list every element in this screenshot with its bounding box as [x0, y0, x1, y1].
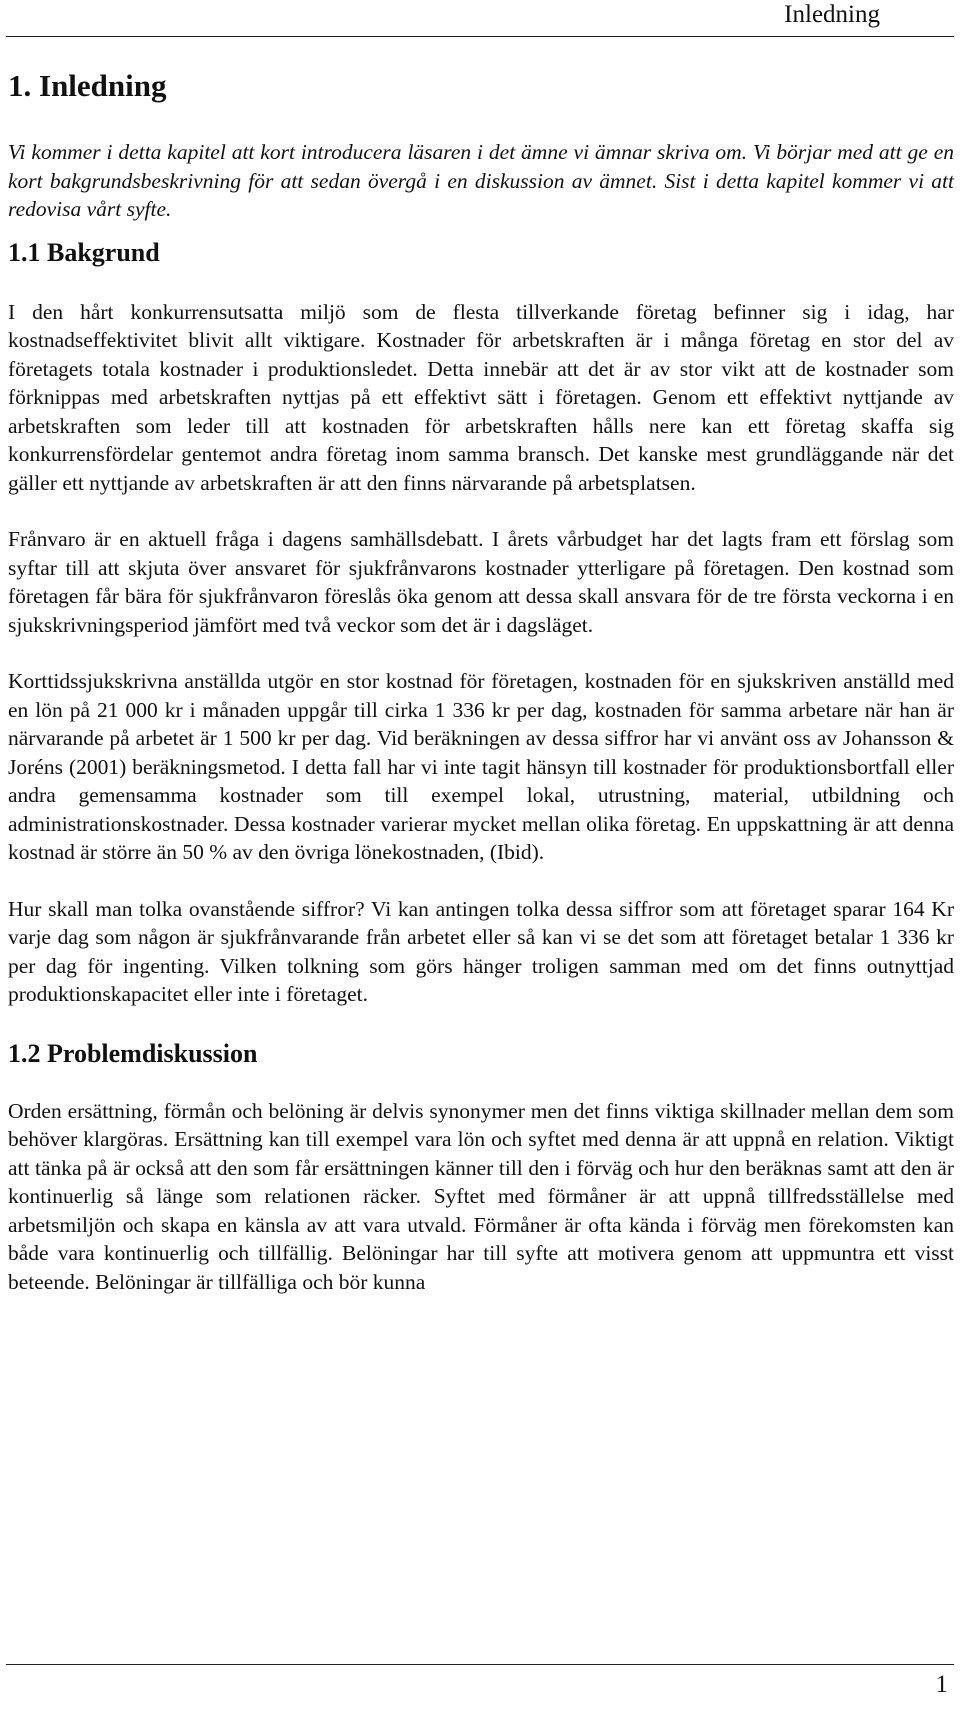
paragraph: Korttidssjukskrivna anställda utgör en stor kostnad för företagen, kostnaden för en sjukskriven anställd med en lön på 21 000 kr i månaden uppgår till cirka 1 336 kr per dag, kostnaden för samma arbetare när han är närvarande på arbetet är 1 500 kr per dag. Vid beräkningen av dessa siffror har vi använt oss av Johansson & Joréns (2001) beräkningsmetod. I detta fall har vi inte tagit hänsyn till kostnader för produktionsbortfall eller andra gemensamma kostnader som till exempel lokal, utrustning, material, utbildning och administrationskostnader. Dessa kostnader varierar mycket mellan olika företag. En uppskattning är att denna kostnad är större än 50 % av den övriga lönekostnaden, (Ibid).: [8, 669, 954, 864]
paragraph: I den hårt konkurrensutsatta miljö som de flesta tillverkande företag befinner sig i idag, har kostnadseffektivitet blivit allt viktigare. Kostnader för arbetskraften är i många företag en stor del av företagets totala kostnader i produktionsledet. Detta innebär att det är av stor vikt att de kostnader som förknippas med arbetskraften nyttjas på ett effektivt sätt i företagen. Genom ett effektivt nyttjande av arbetskraften som leder till att kostnaden för arbetskraften hålls nere kan ett företag skaffa sig konkurrensfördelar gentemot andra företag inom samma bransch. Det kanske mest grundläggande när det gäller ett nyttjande av arbetskraften är att den finns närvarande på arbetsplatsen.: [8, 299, 954, 495]
section-title-problemdiskussion: 1.2 Problemdiskussion: [8, 1038, 258, 1068]
page-number: 1: [935, 1671, 948, 1698]
section-title-bakgrund: 1.1 Bakgrund: [8, 237, 160, 267]
header-divider: [6, 36, 954, 37]
page-content: [8, 66, 954, 1296]
chapter-intro: Vi kommer i detta kapitel att kort introducera läsaren i det ämne vi ämnar skriva om. Vi börjar med att ge en kort bakgrundsbeskrivning för att sedan övergå i en diskussion av ämnet. Sist i detta kapitel kommer vi att redovisa vårt syfte.: [8, 140, 954, 221]
chapter-title: 1. Inledning: [8, 68, 167, 103]
paragraph: Frånvaro är en aktuell fråga i dagens samhällsdebatt. I årets vårbudget har det lagts fram ett förslag som syftar till att skjuta över ansvaret för sjukfrånvarons kostnader ytterligare på företagen. Den kostnad som företagen får bära för sjukfrånvaron föreslås öka genom att dessa skall ansvara för de tre första veckorna i en sjukskrivningsperiod jämfört med två veckor som det är i dagsläget.: [8, 527, 954, 637]
paragraph: Orden ersättning, förmån och belöning är delvis synonymer men det finns viktiga skillnader mellan dem som behöver klargöras. Ersättning kan till exempel vara lön och syftet med denna är att uppnå en relation. Viktigt att tänka på är också att den som får ersättningen känner till den i förväg och hur den beräknas samt att den är kontinuerlig så länge som relationen räcker. Syftet med förmåner är att uppnå tillfredsställelse med arbetsmiljön och skapa en känsla av att vara utvald. Förmåner är ofta kända i förväg men förekomsten kan både vara kontinuerlig och tillfällig. Belöningar har till syfte att motivera genom att uppmuntra ett visst beteende. Belöningar är tillfälliga och bör kunna: [8, 1098, 954, 1294]
paragraph: Hur skall man tolka ovanstående siffror? Vi kan antingen tolka dessa siffror som att företaget sparar 164 Kr varje dag som någon är sjukfrånvarande från arbetet eller så kan vi se det som att företaget betalar 1 336 kr per dag för ingenting. Vilken tolkning som görs hänger troligen samman med om det finns outnyttjad produktionskapacitet eller inte i företaget.: [8, 896, 954, 1006]
running-header: Inledning: [784, 1, 880, 28]
footer-divider: [6, 1664, 954, 1665]
